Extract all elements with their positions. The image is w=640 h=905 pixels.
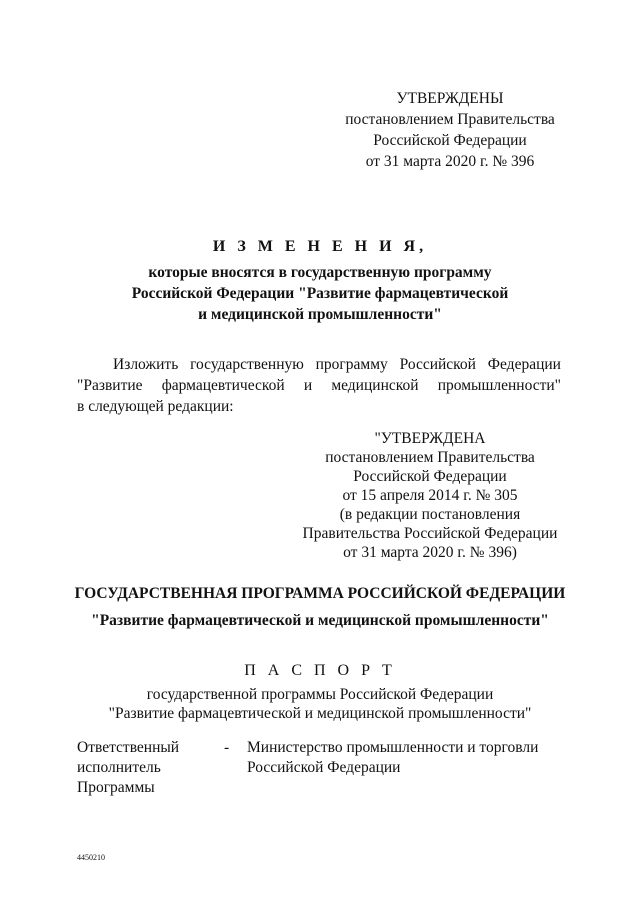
approval-stamp-second xyxy=(290,430,570,563)
approval-line: Правительства Российской Федерации xyxy=(302,525,558,542)
document-code: 4450210 xyxy=(77,853,105,862)
approval-date-number: от 31 марта 2020 г. № 396) xyxy=(343,544,517,561)
passport-title: П А С П О Р Т xyxy=(244,662,396,679)
value-line: Министерство промышленности и торговли xyxy=(247,739,539,756)
word: государственную xyxy=(190,356,304,373)
approval-stamp-top xyxy=(330,90,570,174)
changes-subtitle-line: которые вносятся в государственную программу xyxy=(148,264,492,281)
approval-line: постановлением Правительства xyxy=(345,111,555,128)
approval-line: Российской Федерации xyxy=(353,468,507,485)
passport-row-value xyxy=(247,739,547,779)
label-line: Программы xyxy=(77,779,155,796)
passport-subtitle-line: "Развитие фармацевтической и медицинской промышленности" xyxy=(108,705,532,722)
approval-date-number: от 15 апреля 2014 г. № 305 xyxy=(342,487,518,504)
changes-subtitle xyxy=(80,264,560,327)
changes-title: И З М Е Н Е Н И Я, xyxy=(212,238,428,255)
label-line: исполнитель xyxy=(77,759,161,776)
program-subtitle: "Развитие фармацевтической и медицинской промышленности" xyxy=(91,612,549,629)
changes-subtitle-line: Российской Федерации "Развитие фармацевтической xyxy=(131,285,509,302)
approval-line: (в редакции постановления xyxy=(339,506,521,523)
value-line: Российской Федерации xyxy=(247,759,401,776)
passport-subtitle xyxy=(60,686,580,724)
approval-line: постановлением Правительства xyxy=(325,449,535,466)
word: "Развитие xyxy=(77,377,143,394)
paragraph-line-2 xyxy=(77,377,561,398)
changes-subtitle-line: и медицинской промышленности" xyxy=(198,306,442,323)
paragraph-line-1 xyxy=(77,356,561,377)
word: Изложить xyxy=(113,356,179,373)
word: Российской xyxy=(399,356,476,373)
word: фармацевтической xyxy=(161,377,285,394)
word: программу xyxy=(315,356,388,373)
approval-line: Российской Федерации xyxy=(373,132,527,149)
word: Федерации xyxy=(487,356,561,373)
program-title: ГОСУДАРСТВЕННАЯ ПРОГРАММА РОССИЙСКОЙ ФЕДЕРАЦИИ xyxy=(74,585,566,602)
paragraph-line-3: в следующей редакции: xyxy=(77,398,234,415)
word: промышленности" xyxy=(437,377,561,394)
label-line: Ответственный xyxy=(77,739,180,756)
passport-row-dash: - xyxy=(224,739,230,756)
approval-date-number: от 31 марта 2020 г. № 396 xyxy=(365,153,535,170)
body-paragraph xyxy=(77,356,561,419)
word: медицинской xyxy=(331,377,419,394)
approval-heading: УТВЕРЖДЕНЫ xyxy=(396,90,504,107)
word: и xyxy=(303,377,313,394)
passport-subtitle-line: государственной программы Российской Федерации xyxy=(146,686,494,703)
passport-row-label xyxy=(77,739,217,799)
approval-heading: "УТВЕРЖДЕНА xyxy=(374,430,486,447)
